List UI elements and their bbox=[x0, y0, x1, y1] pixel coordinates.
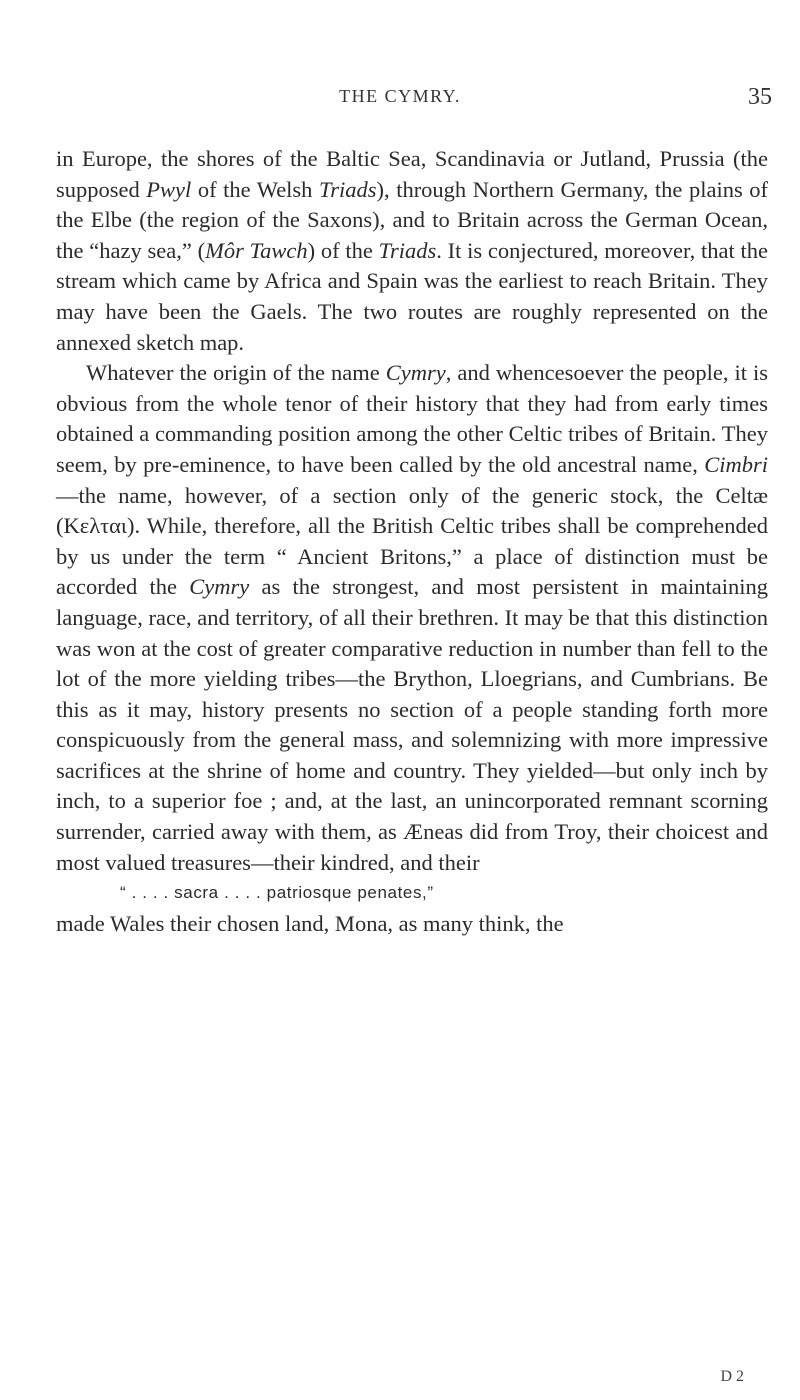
signature-mark: D 2 bbox=[720, 1368, 744, 1385]
closing-line: made Wales their chosen land, Mona, as many think, the bbox=[56, 910, 564, 936]
body-text bbox=[56, 144, 768, 939]
italic-run: Cymry bbox=[385, 360, 446, 386]
italic-run: Cymry bbox=[189, 574, 250, 600]
italic-run: Triads bbox=[318, 176, 377, 202]
italic-run: Triads bbox=[378, 237, 437, 263]
italic-run: Pwyl bbox=[146, 176, 192, 202]
italic-run: Cimbri bbox=[704, 451, 768, 477]
text-run: ) of the bbox=[307, 237, 379, 263]
text-run: of the Welsh bbox=[191, 176, 319, 202]
italic-run: Môr Tawch bbox=[205, 237, 308, 263]
page-number: 35 bbox=[748, 84, 772, 110]
paragraph-1 bbox=[56, 144, 768, 358]
text-run: in Europe, the shores of the Baltic Sea, Scandinavia or Jutland, Prussia (the supposed bbox=[56, 146, 768, 202]
paragraph-2 bbox=[56, 358, 768, 878]
text-run: . It is conjectured, moreover, that the stream which came by Africa and Spain was the earliest to reach Britain. They may have been the Gaels. The two routes are roughly represented on the annexed sketch map. bbox=[56, 237, 768, 355]
running-head: THE CYMRY. bbox=[339, 86, 461, 106]
text-run: , and whencesoever the people, it is obvious from the whole tenor of their history that they had from early times obtained a commanding position among the other Celtic tribes of Britain. They seem, by pre-eminence, to have been called by the old ancestral name, bbox=[56, 360, 768, 477]
text-run: as the strongest, and most persistent in maintaining language, race, and territory, of all their brethren. It may be that this distinction was won at the cost of greater comparative reduction in number than fell to the lot of the more yielding tribes—the Brython, Lloegrians, and Cumbrians. Be this as it may, history presents no section of a people standing forth more conspicuously from the general mass, and solemnizing with more impressive sacrifices at the shrine of home and country. They yielded—but only inch by inch, to a superior foe ; and, at the last, an unincorporated remnant scorning surrender, carried away with them, as Æneas did from Troy, their choicest and most valued treasures—their kindred, and their bbox=[56, 574, 768, 875]
text-run: Whatever the origin of the name bbox=[86, 360, 386, 386]
text-run: ), through Northern Germany, the plains of the Elbe (the region of the Saxons), and to Britain across the German Ocean, the “hazy sea,” ( bbox=[56, 176, 768, 263]
verse-quote: “ . . . . sacra . . . . patriosque penates,” bbox=[120, 883, 434, 903]
text-run: —the name, however, of a section only of the generic stock, the Celtæ (Κελται). While, therefore, all the British Celtic tribes shall be comprehended by us under the term “ Ancient Britons,” a place of distinction must be accorded the bbox=[56, 482, 768, 600]
